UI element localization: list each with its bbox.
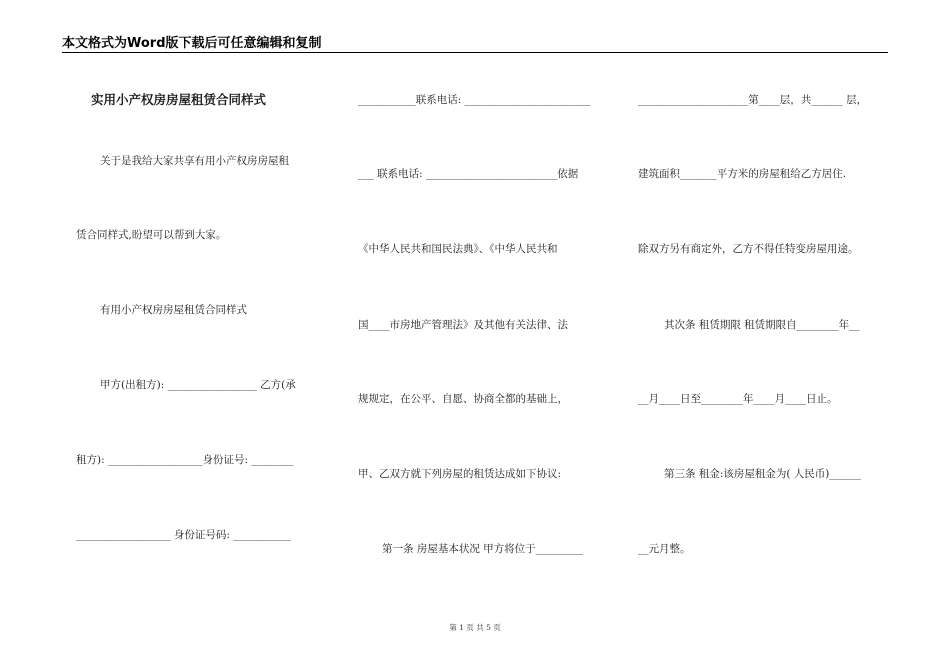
- paragraph-line: _____________________第____层，共______ 层，: [638, 94, 868, 106]
- paragraph-line: 有用小产权房房屋租赁合同样式: [100, 304, 247, 316]
- paragraph-line: 赁合同样式,盼望可以帮到大家。: [76, 229, 227, 241]
- paragraph-line: 租方): __________________身份证号: ________: [76, 454, 294, 466]
- paragraph-line: 规规定，在公平、自愿、协商全都的基础上，: [358, 393, 568, 405]
- paragraph-line: 《中华人民共和国民法典》、《中华人民共和: [358, 243, 558, 255]
- paragraph-line: 第三条 租金:该房屋租金为( 人民币)______: [664, 468, 861, 480]
- paragraph-line: 建筑面积_______平方米的房屋租给乙方居住.: [638, 168, 847, 180]
- paragraph-line: 其次条 租赁期限 租赁期限自________年__: [664, 319, 860, 331]
- header-rule: [62, 52, 888, 53]
- page-header: 本文格式为Word版下载后可任意编辑和复制: [62, 36, 322, 51]
- column-2: [358, 80, 606, 620]
- document-title: 实用小产权房房屋租赁合同样式: [91, 92, 267, 107]
- paragraph-line: 关于是我给大家共享有用小产权房房屋租: [100, 155, 289, 167]
- paragraph-line: 甲方(出租方): _________________ 乙方(承: [100, 379, 296, 391]
- paragraph-line: 除双方另有商定外，乙方不得任特变房屋用途。: [638, 243, 859, 255]
- paragraph-line: __________________ 身份证号码: ___________: [76, 529, 291, 541]
- paragraph-line: 甲、乙双方就下列房屋的租赁达成如下协议:: [358, 468, 562, 480]
- paragraph-line: ___ 联系电话: _________________________依据: [358, 168, 579, 180]
- paragraph-line: 第一条 房屋基本状况 甲方将位于_________: [382, 543, 583, 555]
- column-3: [638, 80, 888, 620]
- paragraph-line: 国____市房地产管理法》及其他有关法律、法: [358, 319, 568, 331]
- paragraph-line: __月____日至________年____月____日止。: [638, 393, 838, 405]
- column-1: [76, 80, 322, 620]
- paragraph-line: ___________联系电话: ________________________: [358, 94, 591, 106]
- page-number: 第 1 页 共 5 页: [449, 623, 501, 632]
- paragraph-line: __元月整。: [638, 543, 691, 555]
